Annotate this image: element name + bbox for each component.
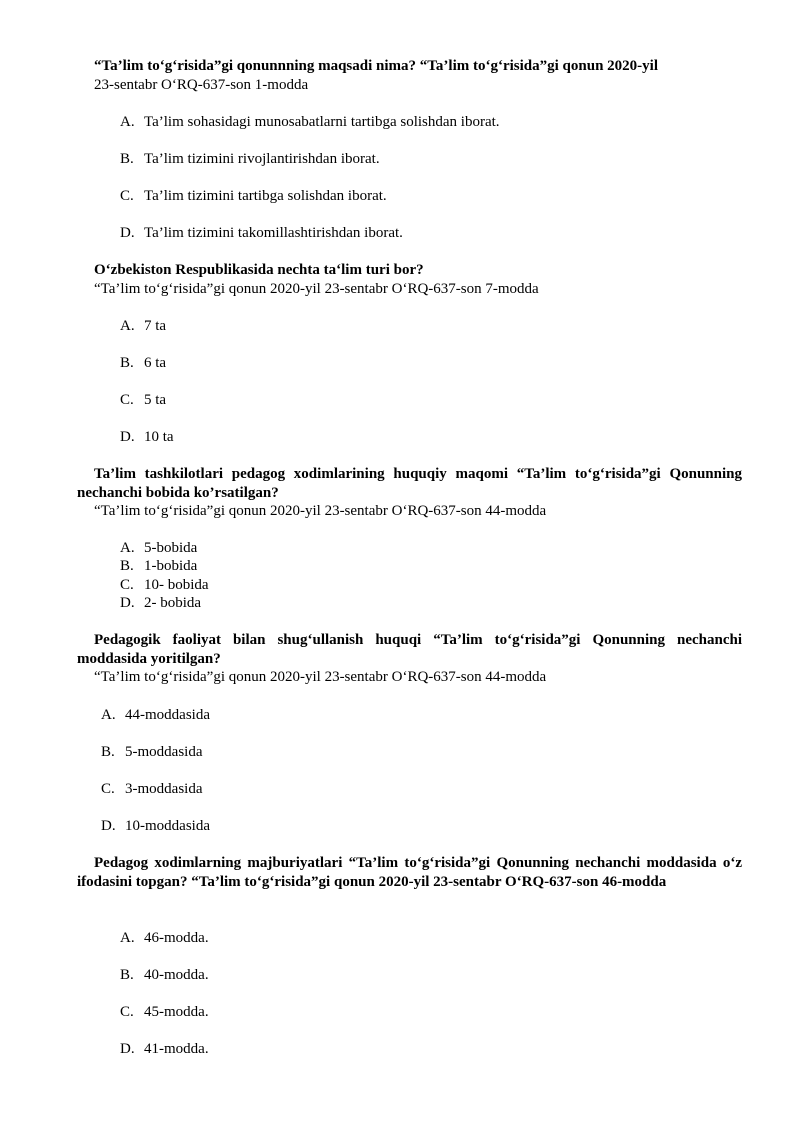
option-letter: D. — [120, 595, 135, 611]
question-stem-wrap — [77, 465, 742, 502]
question-source: “Ta’lim to‘g‘risida”gi qonun 2020-yil 23-sentabr O‘RQ-637-son 44-modda — [94, 669, 547, 685]
option-text: 5-bobida — [144, 540, 198, 556]
option-c — [120, 576, 209, 595]
option-a — [120, 317, 166, 336]
option-b — [120, 354, 166, 373]
option-letter: D. — [120, 225, 135, 241]
option-letter: B. — [101, 744, 115, 760]
option-text: 10 ta — [144, 429, 174, 445]
option-letter: A. — [101, 707, 116, 723]
question-source: “Ta’lim to‘g‘risida”gi qonun 2020-yil 23-sentabr O‘RQ-637-son 44-modda — [94, 503, 547, 519]
option-d — [120, 428, 174, 447]
question-2 — [0, 261, 800, 298]
option-text: 1-bobida — [144, 558, 198, 574]
question-stem: Pedagogik faoliyat bilan shug‘ullanish huquqi “Ta’lim to‘g‘risida”gi Qonunning nechanchi moddasida yoritilgan? — [77, 632, 742, 667]
option-a — [120, 113, 500, 132]
option-b — [120, 557, 197, 576]
option-letter: D. — [120, 1041, 135, 1057]
option-b — [120, 966, 209, 985]
question-stem-wrap — [77, 57, 742, 76]
option-a — [120, 539, 197, 558]
option-letter: C. — [120, 188, 134, 204]
option-d — [101, 817, 210, 836]
option-text: 5 ta — [144, 392, 167, 408]
option-letter: B. — [120, 558, 134, 574]
option-c — [120, 187, 387, 206]
option-text: 40-modda. — [144, 967, 209, 983]
option-text: 6 ta — [144, 355, 167, 371]
option-letter: A. — [120, 114, 135, 130]
option-text: 41-modda. — [144, 1041, 209, 1057]
option-c — [101, 780, 202, 799]
option-c — [120, 391, 166, 410]
option-text: 7 ta — [144, 318, 167, 334]
option-letter: D. — [120, 429, 135, 445]
option-a — [120, 929, 209, 948]
option-d — [120, 224, 403, 243]
option-letter: A. — [120, 930, 135, 946]
option-letter: C. — [120, 392, 134, 408]
option-text: 45-modda. — [144, 1004, 209, 1020]
question-stem-wrap — [77, 631, 742, 668]
option-text: 10- bobida — [144, 577, 209, 593]
option-text: 3-moddasida — [125, 781, 203, 797]
option-letter: D. — [101, 818, 116, 834]
question-stem-wrap — [77, 854, 742, 891]
question-4 — [0, 631, 800, 687]
option-letter: B. — [120, 967, 134, 983]
question-source: “Ta’lim to‘g‘risida”gi qonun 2020-yil 23-sentabr O‘RQ-637-son 7-modda — [94, 280, 539, 297]
option-letter: C. — [101, 781, 115, 797]
option-text: 46-modda. — [144, 930, 209, 946]
option-d — [120, 1040, 209, 1059]
option-letter: A. — [120, 540, 135, 556]
question-stem: “Ta’lim to‘g‘risida”gi qonunnning maqsadi nima? “Ta’lim to‘g‘risida”gi qonun 2020-yil — [94, 58, 659, 74]
question-5 — [0, 854, 800, 891]
question-stem: Pedagog xodimlarning majburiyatlari “Ta’lim to‘g‘risida”gi Qonunning nechanchi moddasida o‘z ifodasini topgan? “Ta’lim to‘g‘risida”gi qonun 2020-yil 23-sentabr O‘RQ-637-son 46-modda — [77, 855, 742, 890]
option-b — [120, 150, 380, 169]
option-letter: B. — [120, 151, 134, 167]
question-stem: O‘zbekiston Respublikasida nechta ta‘lim turi bor? — [94, 262, 424, 278]
option-text: 5-moddasida — [125, 744, 203, 760]
option-text: Ta’lim tizimini tartibga solishdan iborat. — [144, 188, 387, 204]
option-text: Ta’lim tizimini takomillashtirishdan iborat. — [144, 225, 403, 241]
option-letter: B. — [120, 355, 134, 371]
option-letter: A. — [120, 318, 135, 334]
option-text: Ta’lim sohasidagi munosabatlarni tartibga solishdan iborat. — [144, 114, 500, 130]
question-source: 23-sentabr O‘RQ-637-son 1-modda — [94, 76, 309, 93]
option-a — [101, 706, 210, 725]
question-1 — [0, 57, 800, 94]
option-d — [120, 594, 201, 613]
question-stem: Ta’lim tashkilotlari pedagog xodimlarining huquqiy maqomi “Ta’lim to‘g‘risida”gi Qonunning nechanchi bobida ko’rsatilgan? — [77, 466, 742, 501]
option-text: 10-moddasida — [125, 818, 210, 834]
option-text: Ta’lim tizimini rivojlantirishdan iborat. — [144, 151, 380, 167]
question-stem-wrap — [77, 261, 742, 280]
option-text: 2- bobida — [144, 595, 202, 611]
option-text: 44-moddasida — [125, 707, 210, 723]
option-c — [120, 1003, 209, 1022]
option-letter: C. — [120, 577, 134, 593]
option-b — [101, 743, 202, 762]
question-3 — [0, 465, 800, 521]
option-letter: C. — [120, 1004, 134, 1020]
